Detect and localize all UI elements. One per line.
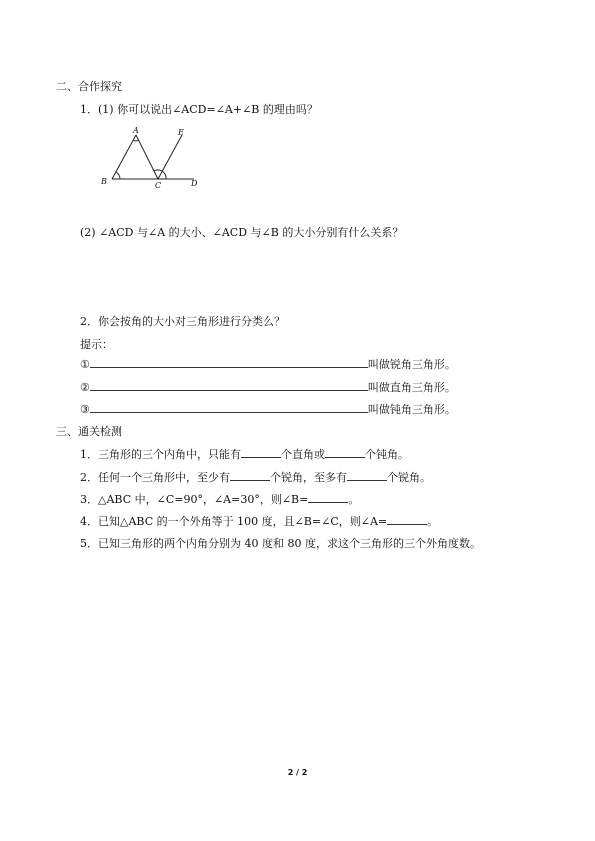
suffix-obtuse: 叫做钝角三角形。 (367, 403, 456, 416)
q3-text-a: 3．△ABC 中，∠C=90°，∠A=30°，则∠B= (80, 493, 309, 506)
q1-blank-1[interactable] (241, 447, 281, 458)
classification-3 (80, 402, 456, 417)
blank-acute[interactable] (90, 357, 368, 368)
hint-label: 提示： (80, 338, 113, 351)
marker-3: ③ (80, 403, 90, 416)
line-ba (112, 135, 136, 179)
suffix-right: 叫做直角三角形。 (367, 381, 456, 394)
classification-1 (80, 357, 456, 372)
triangle-figure (98, 124, 208, 190)
label-a: A (133, 126, 139, 135)
check-question-4 (80, 514, 438, 529)
angle-a-arc (133, 140, 139, 141)
q4-text-a: 4．已知△ABC 的一个外角等于 100 度，且∠B=∠C，则∠A= (80, 515, 388, 528)
line-ac (136, 135, 158, 179)
check-question-1 (80, 447, 409, 462)
marker-2: ② (80, 381, 90, 394)
section-2-heading: 二、合作探究 (56, 80, 122, 93)
marker-1: ① (80, 358, 90, 371)
angle-ecd-arc (162, 171, 166, 179)
q2-text-b: 个锐角，至多有 (270, 471, 347, 484)
label-b: B (101, 177, 107, 186)
label-c: C (155, 181, 162, 190)
classification-2 (80, 380, 456, 395)
q4-text-b: 。 (427, 515, 439, 528)
q1-text-b: 个直角或 (281, 448, 325, 461)
q2-blank-2[interactable] (347, 470, 387, 481)
question-2: 2．你会按角的大小对三角形进行分类么？ (80, 315, 285, 328)
label-d: D (191, 179, 198, 188)
q3-blank[interactable] (308, 492, 348, 503)
blank-right[interactable] (90, 380, 368, 391)
angle-acd-arc (154, 170, 162, 171)
question-1-part-1: 1．(1) 你可以说出∠ACD=∠A+∠B 的理由吗？ (80, 103, 318, 116)
q3-text-b: 。 (348, 493, 360, 506)
q2-text-a: 2．任何一个三角形中，至少有 (80, 471, 230, 484)
section-3-heading: 三、通关检测 (56, 425, 122, 438)
q1-text-c: 个钝角。 (365, 448, 409, 461)
check-question-3 (80, 492, 359, 507)
suffix-acute: 叫做锐角三角形。 (367, 358, 456, 371)
angle-b-arc (116, 172, 120, 179)
q2-blank-1[interactable] (230, 470, 270, 481)
q2-text-c: 个锐角。 (387, 471, 431, 484)
blank-obtuse[interactable] (90, 402, 368, 413)
q1-text-a: 1．三角形的三个内角中，只能有 (80, 448, 241, 461)
page-number: 2 / 2 (287, 768, 308, 777)
check-question-5: 5．已知三角形的两个内角分别为 40 度和 80 度，求这个三角形的三个外角度数。 (80, 537, 481, 550)
q1-blank-2[interactable] (325, 447, 365, 458)
check-question-2 (80, 470, 431, 485)
label-e: E (178, 128, 184, 137)
question-1-part-2: (2) ∠ACD 与∠A 的大小、∠ACD 与∠B 的大小分别有什么关系？ (80, 226, 404, 239)
line-ce (158, 135, 182, 179)
q4-blank[interactable] (387, 514, 427, 525)
